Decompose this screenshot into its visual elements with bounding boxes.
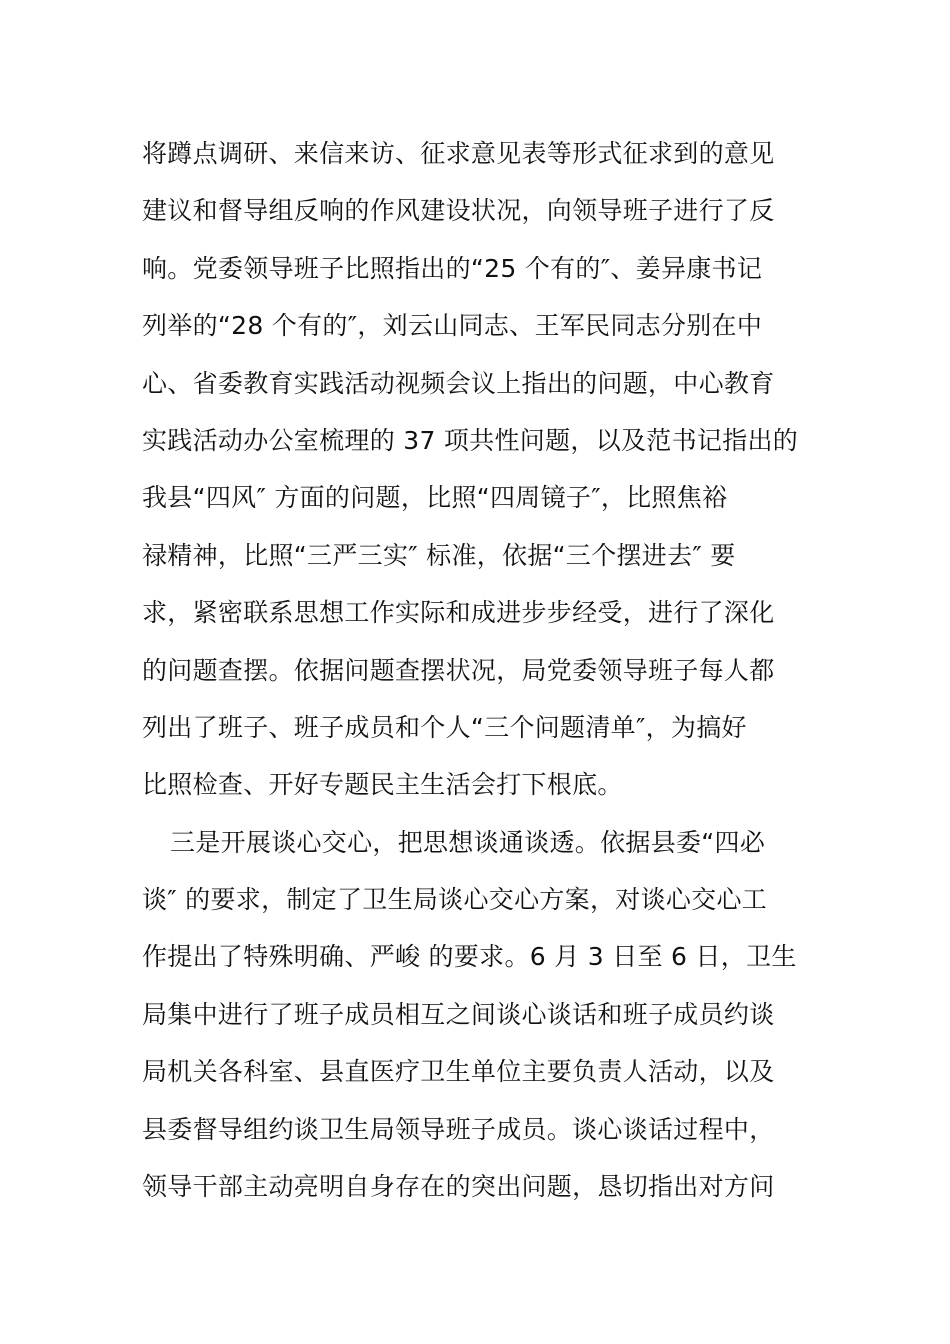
text-line: 实践活动办公室梳理的 37 项共性问题，以及范书记指出的 [142,425,799,455]
text-line: 响。党委领导班子比照指出的“25 个有的″、姜异康书记 [142,253,763,283]
text-line: 心、省委教育实践活动视频会议上指出的问题，中心教育 [142,368,775,398]
text-line: 领导干部主动亮明自身存在的突出问题，恳切指出对方问 [142,1172,775,1202]
text-line: 比照检查、开好专题民主生活会打下根底。 [142,770,623,800]
text-line: 谈″ 的要求，制定了卫生局谈心交心方案，对谈心交心工 [142,885,768,915]
paragraph-2 [142,814,812,1216]
text-line: 列举的“28 个有的″，刘云山同志、王军民同志分别在中 [142,311,763,341]
document-body [142,125,812,1215]
text-line: 我县“四风″ 方面的问题，比照“四周镜子″，比照焦裕 [142,483,728,513]
text-line: 的问题查摆。依据问题查摆状况，局党委领导班子每人都 [142,655,775,685]
text-line: 局集中进行了班子成员相互之间谈心谈话和班子成员约谈 [142,999,775,1029]
text-line: 县委督导组约谈卫生局领导班子成员。谈心谈话过程中， [142,1114,775,1144]
text-line: 局机关各科室、县直医疗卫生单位主要负责人活动，以及 [142,1057,775,1087]
text-line: 求，紧密联系思想工作实际和成进步步经受，进行了深化 [142,598,775,628]
text-line: 列出了班子、班子成员和个人“三个问题清单″，为搞好 [142,712,747,742]
text-line: 作提出了特殊明确、严峻 的要求。6 月 3 日至 6 日，卫生 [142,942,797,972]
text-line: 禄精神，比照“三严三实″ 标准，依据“三个摆进去″ 要 [142,540,736,570]
text-line: 建议和督导组反响的作风建设状况，向领导班子进行了反 [142,196,775,226]
text-line: 三是开展谈心交心，把思想谈通谈透。依据县委“四必 [170,827,766,857]
text-line: 将蹲点调研、来信来访、征求意见表等形式征求到的意见 [142,139,775,168]
paragraph-1 [142,125,812,814]
